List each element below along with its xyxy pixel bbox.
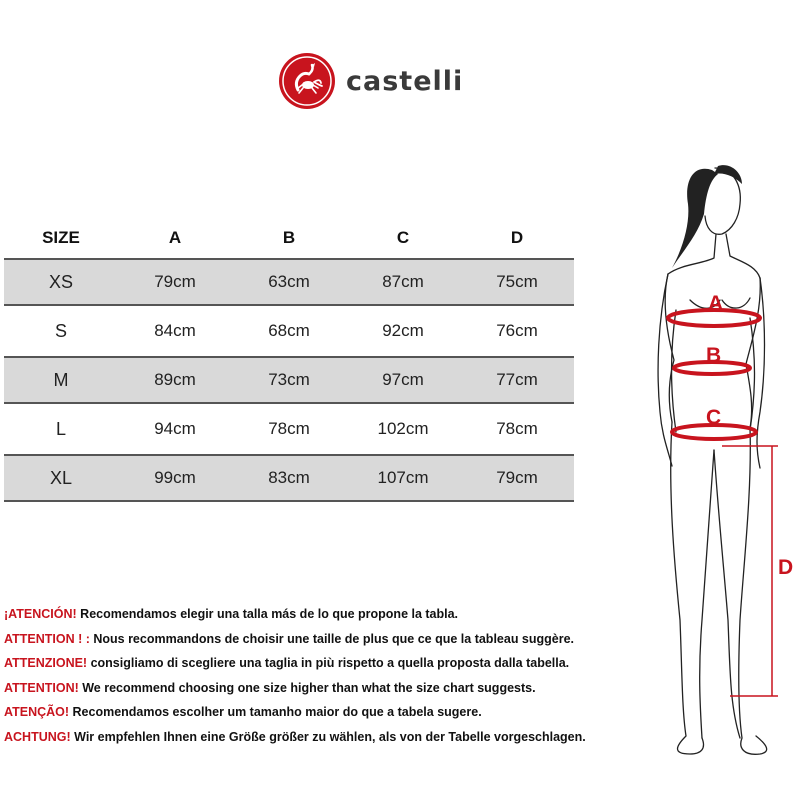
scorpion-logo-icon <box>278 52 336 110</box>
value-c-cell: 102cm <box>377 419 429 438</box>
header-b: B <box>282 228 296 247</box>
note-warning: ¡ATENCIÓN! <box>4 607 77 621</box>
table-row-s <box>4 309 574 353</box>
size-cell: S <box>54 320 67 341</box>
note-french <box>4 627 664 652</box>
table-row-m <box>4 356 574 404</box>
table-row-xs <box>4 258 574 306</box>
note-text: We recommend choosing one size higher than what the size chart suggests. <box>78 680 536 695</box>
value-b-cell: 68cm <box>268 321 310 340</box>
header-c: C <box>396 228 410 247</box>
table-row-l <box>4 407 574 451</box>
note-warning: ATTENTION ! : <box>4 631 90 646</box>
table-row-xl <box>4 454 574 502</box>
value-a-cell: 99cm <box>154 468 196 487</box>
value-b-cell: 73cm <box>268 370 310 389</box>
value-d-cell: 78cm <box>496 419 538 438</box>
size-advice-notes <box>4 602 664 750</box>
measurement-label-a: A <box>708 292 724 315</box>
measurement-label-c: C <box>706 406 722 429</box>
note-german <box>4 725 664 750</box>
value-c-cell: 107cm <box>377 468 429 487</box>
measurement-label-d: D <box>778 556 794 579</box>
size-cell: XL <box>49 467 73 488</box>
header-size: SIZE <box>42 228 80 247</box>
brand-logo <box>278 52 463 110</box>
header-d: D <box>510 228 524 247</box>
value-d-cell: 76cm <box>496 321 538 340</box>
value-d-cell: 77cm <box>496 370 538 389</box>
size-cell: L <box>55 418 66 439</box>
value-a-cell: 94cm <box>154 419 196 438</box>
value-a-cell: 79cm <box>154 272 196 291</box>
note-warning: ATTENTION! <box>4 680 79 695</box>
measurement-label-b: B <box>706 344 722 367</box>
note-portuguese <box>4 700 664 725</box>
header-a: A <box>168 228 182 247</box>
size-cell: XS <box>48 271 73 292</box>
note-italian <box>4 651 664 676</box>
value-a-cell: 84cm <box>154 321 196 340</box>
brand-name: castelli <box>346 65 464 97</box>
note-warning: ATENÇÃO! <box>4 705 70 720</box>
note-spanish <box>4 602 664 627</box>
value-c-cell: 97cm <box>382 370 424 389</box>
value-b-cell: 83cm <box>268 468 310 487</box>
table-header-row <box>4 218 574 258</box>
note-text: Recomendamos elegir una talla más de lo que propone la tabla. <box>76 607 459 621</box>
value-a-cell: 89cm <box>154 370 196 389</box>
value-c-cell: 87cm <box>382 272 424 291</box>
value-d-cell: 75cm <box>496 272 538 291</box>
note-warning: ACHTUNG! <box>4 729 71 744</box>
note-warning: ATTENZIONE! <box>4 656 88 671</box>
value-c-cell: 92cm <box>382 321 424 340</box>
note-english <box>4 676 664 701</box>
size-cell: M <box>53 369 69 390</box>
note-text: Wir empfehlen Ihnen eine Größe größer zu wählen, als von der Tabelle vorgeschlagen. <box>70 729 586 744</box>
note-text: Nous recommandons de choisir une taille de plus que ce que la tableau suggère. <box>89 631 575 646</box>
note-text: Recomendamos escolher um tamanho maior do que a tabela sugere. <box>69 705 482 720</box>
size-chart-table <box>4 218 574 505</box>
value-b-cell: 63cm <box>268 272 310 291</box>
value-d-cell: 79cm <box>496 468 538 487</box>
note-text: consigliamo di scegliere una taglia in più rispetto a quella proposta dalla tabella. <box>87 656 570 671</box>
value-b-cell: 78cm <box>268 419 310 438</box>
